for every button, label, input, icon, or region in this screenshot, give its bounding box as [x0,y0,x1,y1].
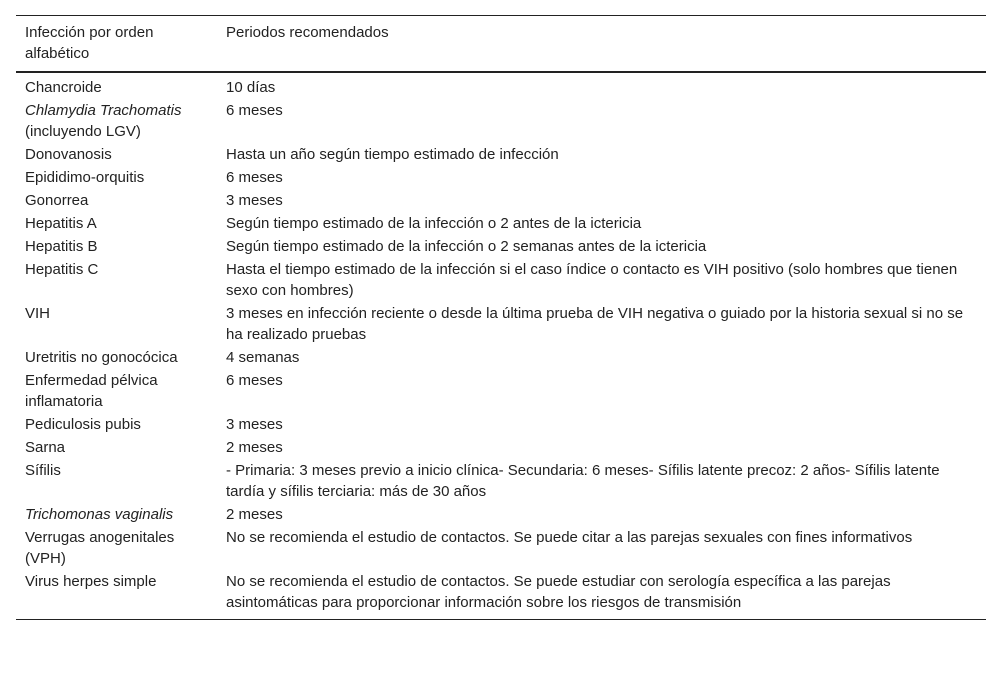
cell-infection: Hepatitis C [25,261,99,278]
cell-infection: Gonorrea [25,192,89,209]
cell-infection: Verrugas anogenitales (VPH) [25,529,175,567]
cell-infection: Epididimo-orquitis [25,169,145,186]
cell-period: 10 días [226,79,276,96]
cell-infection: Pediculosis pubis [25,416,141,433]
table-row [16,414,986,437]
header-periods: Periodos recomendados [217,16,986,73]
table-row [16,190,986,213]
cell-period: 3 meses [226,416,283,433]
table-row [16,236,986,259]
cell-infection: Donovanosis [25,146,112,163]
cell-infection: Virus herpes simple [25,573,157,590]
table-row [16,144,986,167]
cell-infection: Sarna [25,439,66,456]
table-row [16,100,986,144]
cell-infection: Enfermedad pélvica inflamatoria [25,372,158,410]
table-row [16,370,986,414]
cell-period: Según tiempo estimado de la infección o 2 antes de la ictericia [226,215,642,232]
cell-infection-italic: Chlamydia Trachomatis [25,102,182,119]
cell-period: 3 meses en infección reciente o desde la última prueba de VIH negativa o guiado por la historia sexual si no se ha realizado pruebas [226,305,964,343]
cell-period: 4 semanas [226,349,300,366]
table-row [16,504,986,527]
cell-period: No se recomienda el estudio de contactos. Se puede estudiar con serología específica a las parejas asintomáticas para proporcionar información sobre los riesgos de transmisión [226,573,891,611]
cell-period: No se recomienda el estudio de contactos. Se puede citar a las parejas sexuales con fines informativos [226,529,913,546]
table-row [16,167,986,190]
table-header-row [16,16,986,73]
cell-period: Hasta el tiempo estimado de la infección si el caso índice o contacto es VIH positivo (solo hombres que tienen sexo con hombres) [226,261,958,299]
cell-period: 2 meses [226,439,283,456]
table-container [16,15,986,620]
cell-infection: Uretritis no gonocócica [25,349,178,366]
table-row [16,259,986,303]
cell-infection: Hepatitis A [25,215,97,232]
cell-period: Según tiempo estimado de la infección o 2 semanas antes de la ictericia [226,238,707,255]
cell-period: 6 meses [226,102,283,119]
cell-infection: Hepatitis B [25,238,98,255]
cell-period: Hasta un año según tiempo estimado de infección [226,146,559,163]
cell-infection [16,100,217,144]
table-row [16,460,986,504]
cell-infection-rest: (incluyendo LGV) [25,123,141,140]
table-row [16,303,986,347]
table-row [16,437,986,460]
cell-period: 2 meses [226,506,283,523]
table-row [16,72,986,100]
table-row [16,213,986,236]
cell-infection: Chancroide [25,79,102,96]
cell-infection: VIH [25,305,51,322]
contact-tracing-table [16,15,986,620]
cell-infection: Sífilis [25,462,61,479]
table-row [16,347,986,370]
cell-period: - Primaria: 3 meses previo a inicio clínica- Secundaria: 6 meses- Sífilis latente precoz: 2 años- Sífilis latente tardía y sífilis terciaria: más de 30 años [226,462,940,500]
cell-period: 6 meses [226,372,283,389]
header-infection: Infección por orden alfabético [16,16,217,73]
cell-period: 3 meses [226,192,283,209]
cell-infection: Trichomonas vaginalis [25,506,174,523]
cell-period: 6 meses [226,169,283,186]
table-row [16,527,986,571]
table-row [16,571,986,620]
